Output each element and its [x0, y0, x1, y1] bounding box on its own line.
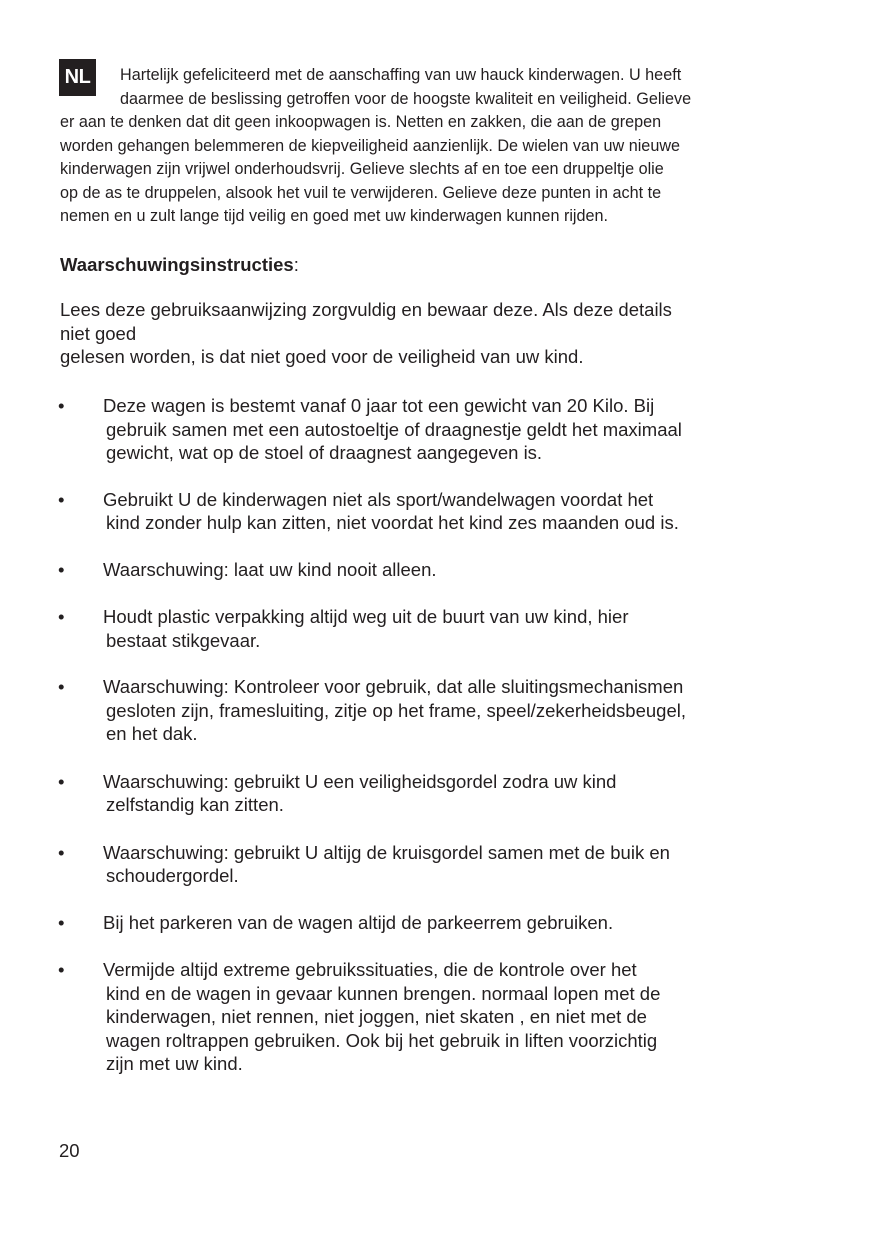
bullet-icon: • [58, 488, 65, 510]
intro-line: nemen en u zult lange tijd veilig en goed met uw kinderwagen kunnen rijden. [60, 207, 609, 225]
warning-item [58, 911, 686, 935]
language-badge: NL [59, 59, 96, 96]
warning-line: Deze wagen is bestemt vanaf 0 jaar tot een gewicht van 20 Kilo. Bij [103, 395, 655, 416]
intro-paragraph [60, 64, 800, 229]
section-heading [60, 252, 299, 278]
warning-line: kind zonder hulp kan zitten, niet voordat het kind zes maanden oud is. [106, 512, 679, 533]
lead-paragraph [60, 298, 672, 369]
warning-line: zijn met uw kind. [106, 1053, 243, 1074]
warning-line: Houdt plastic verpakking altijd weg uit de buurt van uw kind, hier [103, 606, 629, 627]
warning-line: gebruik samen met een autostoeltje of draagnestje geldt het maximaal [106, 418, 682, 440]
bullet-icon: • [58, 676, 65, 697]
warning-line: schoudergordel. [106, 865, 239, 886]
bullet-icon: • [58, 770, 65, 792]
heading-suffix: : [293, 254, 299, 275]
bullet-icon: • [58, 606, 65, 627]
lead-line: Lees deze gebruiksaanwijzing zorgvuldig en bewaar deze. Als deze details [60, 299, 672, 320]
warning-item [58, 558, 686, 582]
intro-line: op de as te druppelen, alsook het vuil te verwijderen. Gelieve deze punten in acht te [60, 183, 662, 202]
warning-line: Waarschuwing: Kontroleer voor gebruik, dat alle sluitingsmechanismen [103, 676, 684, 697]
warning-line: wagen roltrappen gebruiken. Ook bij het gebruik in liften voorzichtig [106, 1029, 658, 1051]
warning-line: gesloten zijn, framesluiting, zitje op het frame, speel/zekerheidsbeugel, [106, 699, 686, 721]
warning-item [58, 394, 686, 465]
lead-line: gelesen worden, is dat niet goed voor de veiligheid van uw kind. [60, 346, 584, 367]
warning-item [58, 770, 686, 817]
warning-item [58, 958, 686, 1076]
warning-line: Waarschuwing: gebruikt U altijg de kruisgordel samen met de buik en [103, 841, 670, 863]
page-number: 20 [59, 1140, 80, 1161]
warning-item [58, 841, 686, 888]
warning-line: kinderwagen, niet rennen, niet joggen, niet skaten , en niet met de [106, 1006, 647, 1027]
bullet-icon: • [58, 959, 65, 980]
warning-line: Vermijde altijd extreme gebruikssituaties, die de kontrole over het [103, 959, 637, 980]
intro-line: daarmee de beslissing getroffen voor de hoogste kwaliteit en veiligheid. Gelieve [120, 89, 692, 108]
lead-line: niet goed [60, 322, 137, 344]
heading-title: Waarschuwingsinstructies [60, 254, 294, 275]
bullet-icon: • [58, 558, 65, 580]
warning-item [58, 605, 686, 652]
warning-line: en het dak. [106, 723, 198, 744]
bullet-icon: • [58, 911, 65, 933]
warning-line: bestaat stikgevaar. [106, 629, 261, 651]
intro-line: worden gehangen belemmeren de kiepveiligheid aanzienlijk. De wielen van uw nieuwe [60, 136, 681, 155]
warning-item [58, 675, 686, 746]
warning-item [58, 488, 686, 535]
intro-line: er aan te denken dat dit geen inkoopwagen is. Netten en zakken, die aan de grepen [60, 113, 662, 131]
intro-line: Hartelijk gefeliciteerd met de aanschaffing van uw hauck kinderwagen. U heeft [120, 66, 682, 84]
warning-list [58, 394, 686, 1076]
warning-line: kind en de wagen in gevaar kunnen brengen. normaal lopen met de [106, 982, 661, 1004]
warning-line: Bij het parkeren van de wagen altijd de parkeerrem gebruiken. [103, 911, 614, 933]
warning-line: Gebruikt U de kinderwagen niet als sport/wandelwagen voordat het [103, 488, 654, 510]
bullet-icon: • [58, 395, 65, 416]
bullet-icon: • [58, 841, 65, 863]
intro-line: kinderwagen zijn vrijwel onderhoudsvrij. Gelieve slechts af en toe een druppeltje olie [60, 160, 664, 178]
warning-line: Waarschuwing: gebruikt U een veiligheidsgordel zodra uw kind [103, 770, 617, 792]
warning-line: zelfstandig kan zitten. [106, 794, 284, 815]
warning-line: gewicht, wat op de stoel of draagnest aangegeven is. [106, 442, 543, 463]
warning-line: Waarschuwing: laat uw kind nooit alleen. [103, 558, 437, 580]
